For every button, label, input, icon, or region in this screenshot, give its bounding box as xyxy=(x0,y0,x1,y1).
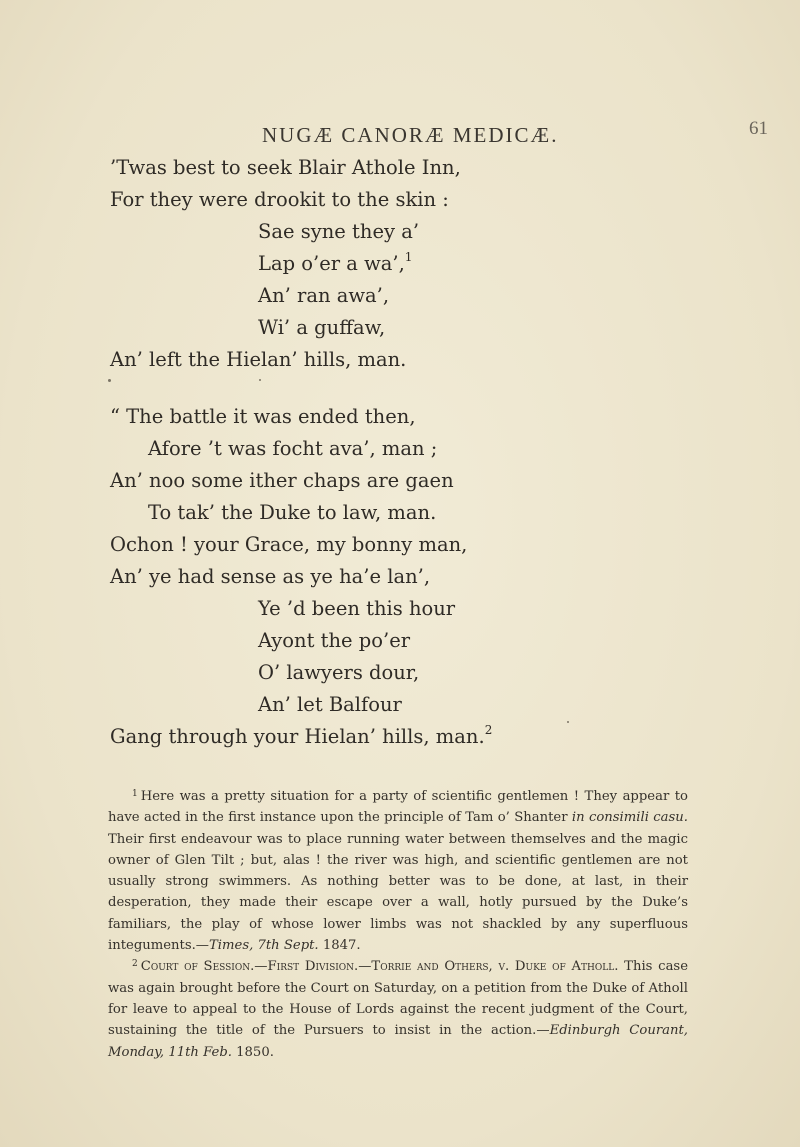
footnote-source: Times, 7th Sept. xyxy=(209,938,319,954)
poem-line-text: Ayont the po’er xyxy=(258,629,411,652)
poem-line-text: An’ noo some ither chaps are gaen xyxy=(110,469,454,492)
poem-line-text: Ochon ! your Grace, my bonny man, xyxy=(110,533,468,556)
poem-line xyxy=(110,469,454,492)
running-head: NUGÆ CANORÆ MEDICÆ. xyxy=(262,123,559,147)
poem-line xyxy=(110,188,449,211)
poem-line-text: Ye ’d been this hour xyxy=(258,597,456,620)
poem-line xyxy=(258,316,385,339)
poem-line xyxy=(258,284,389,307)
ink-speck xyxy=(259,379,261,381)
poem-line-text: Lap o’er a wa’, xyxy=(258,252,405,275)
poem-line-text: To tak’ the Duke to law, man. xyxy=(148,501,437,524)
ink-speck xyxy=(108,379,111,382)
footnote-text: This case was again brought before the Court on Saturday, on a petition from the Duke of Atholl for leave to appeal to the House of Lords against the recent judgment of the Court, sustaining the title of the Pursuers to insist in the action.— xyxy=(108,959,688,1039)
ink-speck xyxy=(567,721,569,723)
footnote-number: 1 xyxy=(132,789,138,799)
footnote-ref: 2 xyxy=(484,723,493,737)
poem-line-text: Afore ’t was focht ava’, man ; xyxy=(148,437,438,460)
poem-line xyxy=(258,597,455,620)
poem-line xyxy=(110,725,492,748)
footnotes xyxy=(108,786,688,1063)
footnote-ref: 1 xyxy=(404,250,413,264)
poem-line xyxy=(110,565,430,588)
poem-line-text: An’ ran awa’, xyxy=(258,284,390,307)
poem-line xyxy=(148,437,437,460)
footnote-source: Edinburgh Courant, Monday, 11th Feb. xyxy=(108,1023,688,1060)
poem-line xyxy=(258,220,419,243)
poem-line xyxy=(258,661,419,684)
poem-line-text: An’ let Balfour xyxy=(258,693,402,716)
page-number: 61 xyxy=(749,118,768,139)
poem-line xyxy=(110,405,416,428)
footnote-2 xyxy=(108,956,688,1062)
poem-line-text: ’Twas best to seek Blair Athole Inn, xyxy=(110,156,461,179)
poem-line-text: Gang through your Hielan’ hills, man. xyxy=(110,725,485,748)
poem-line xyxy=(110,348,406,371)
footnote-text: Their first endeavour was to place running water between themselves and the magic owner of Glen Tilt ; but, alas ! the river was high, and scientific gentlemen are not usually strong swimmers. As nothing better was to be done, at last, in their desperation, they made their escape over a wall, hotly pursued by the Duke’s familiars, the play of whose lower limbs was not shackled by any superfluous integuments.— xyxy=(108,831,688,954)
footnote-year: 1847. xyxy=(318,938,361,954)
poem-line-text: An’ left the Hielan’ hills, man. xyxy=(110,348,407,371)
poem-line-text: “ The battle it was ended then, xyxy=(110,405,416,428)
poem-line xyxy=(110,156,461,179)
poem-line xyxy=(258,629,410,652)
footnote-italic: in consimili casu. xyxy=(571,810,688,826)
footnote-caption: Court of Session.—First Division.—Torrie and Others, v. Duke of Atholl. xyxy=(140,959,619,975)
poem-line-text: O’ lawyers dour, xyxy=(258,661,420,684)
poem-line-text: Sae syne they a’ xyxy=(258,220,420,243)
footnote-1 xyxy=(108,786,688,956)
footnote-number: 2 xyxy=(132,959,138,970)
poem-line-text: For they were drookit to the skin : xyxy=(110,188,449,211)
footnote-text: Here was a pretty situation for a party of scientific gentlemen ! They appear to have acted in the first instance upon the principle of Tam o’ Shanter xyxy=(108,789,688,826)
footnote-year: 1850. xyxy=(231,1044,274,1060)
poem-line xyxy=(258,693,402,716)
poem-line xyxy=(148,501,436,524)
poem-line-text: An’ ye had sense as ye ha’e lan’, xyxy=(110,565,431,588)
poem-line xyxy=(258,252,412,275)
poem-line-text: Wi’ a guffaw, xyxy=(258,316,386,339)
poem-line xyxy=(110,533,467,556)
